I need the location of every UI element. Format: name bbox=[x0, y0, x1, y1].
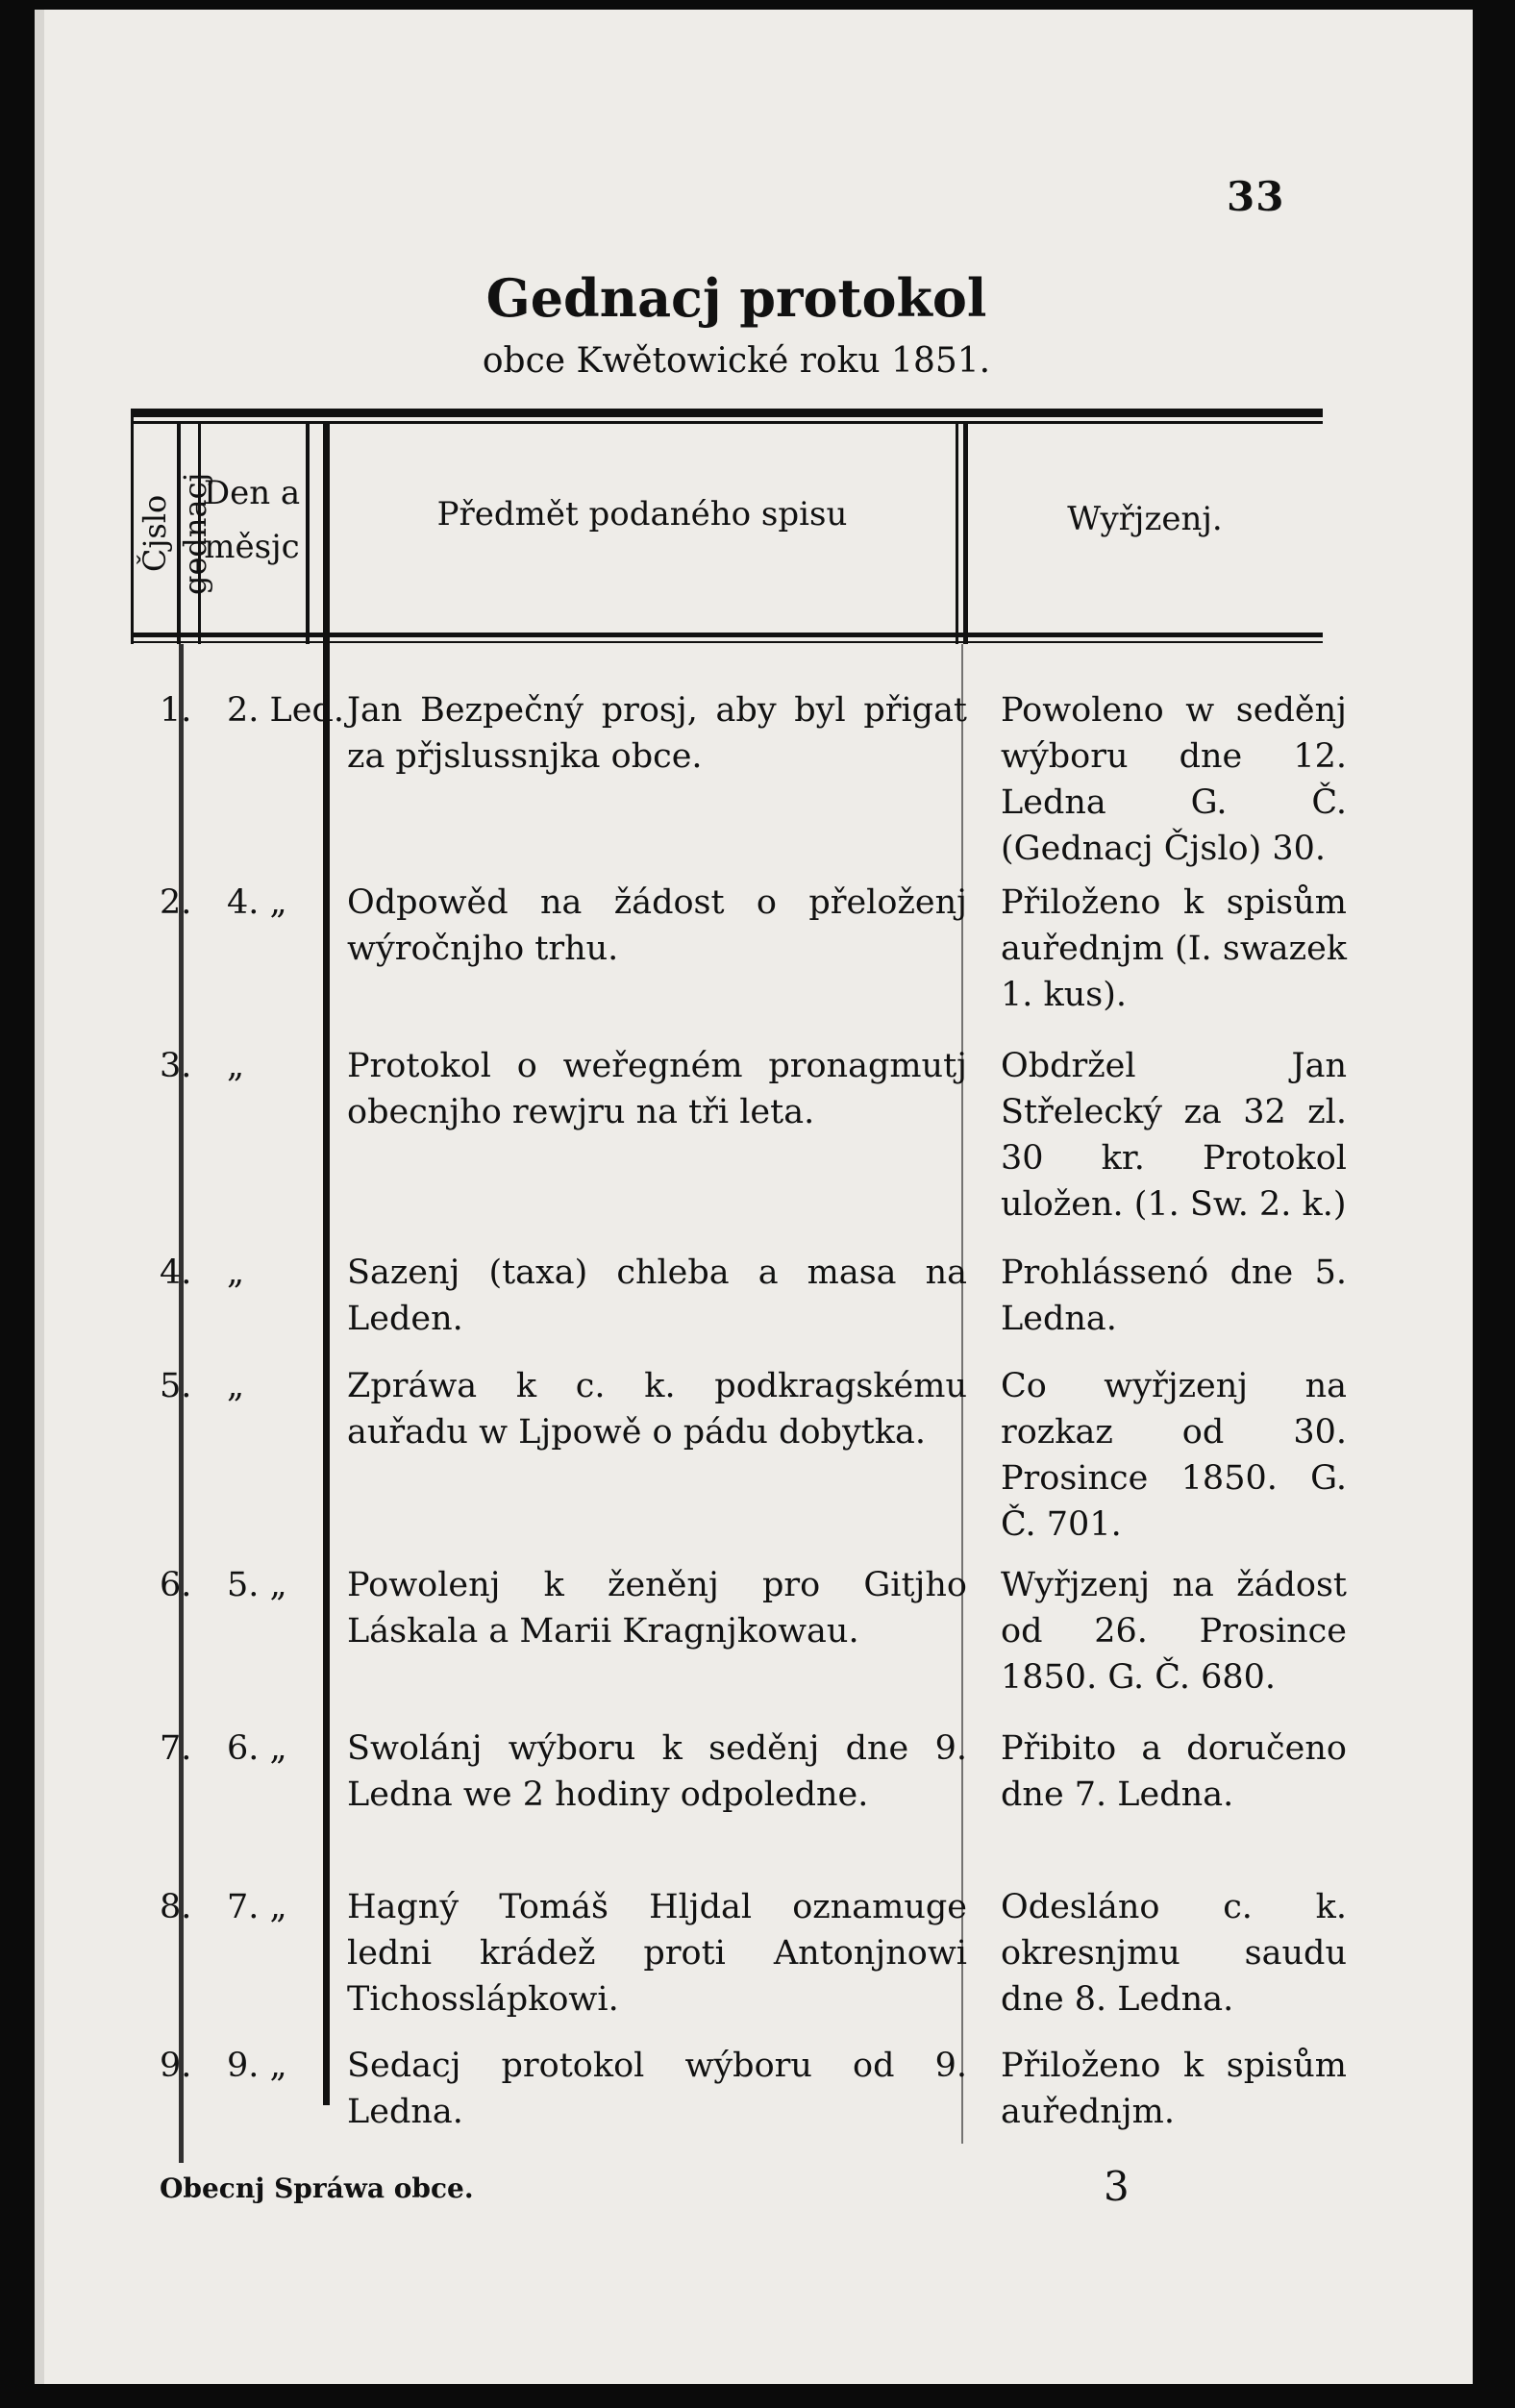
footer-note: Obecnj Spráwa obce. bbox=[160, 2172, 474, 2204]
row-number: 2. bbox=[160, 883, 192, 922]
row-number: 5. bbox=[160, 1367, 192, 1405]
row-subject: Odpowěd na žádost o přeloženj wýročnjho trhu. bbox=[347, 883, 967, 968]
row-number: 4. bbox=[160, 1254, 192, 1292]
row-subject: Sedacj protokol wýboru od 9. Ledna. bbox=[347, 2047, 967, 2131]
header-resolution: Wyřjzenj. bbox=[1067, 500, 1223, 538]
row-resolution: Přiloženo k spisům auřednjm. bbox=[1001, 2047, 1347, 2131]
row-subject: Zpráwa k c. k. podkragskému auřadu w Ljpowě o pádu dobytka. bbox=[347, 1367, 967, 1452]
row-subject: Powolenj k ženěnj pro Gitjho Láskala a Marii Kragnjkowau. bbox=[347, 1566, 967, 1651]
table-header-rule bbox=[131, 633, 1323, 637]
row-resolution: Co wyřjzenj na rozkaz od 30. Prosince 1850. G. Č. 701. bbox=[1001, 1367, 1347, 1544]
row-number: 7. bbox=[160, 1729, 192, 1768]
row-resolution: Obdržel Jan Střelecký za 32 zl. 30 kr. Protokol uložen. (1. Sw. 2. k.) bbox=[1001, 1047, 1347, 1224]
column-rule-date-right bbox=[306, 423, 310, 644]
row-number: 3. bbox=[160, 1047, 192, 1085]
row-subject: Protokol o weřegném pronagmutj obecnjho rewjru na tři leta. bbox=[347, 1047, 967, 1131]
row-resolution: Přibito a doručeno dne 7. Ledna. bbox=[1001, 1729, 1347, 1814]
row-subject: Swolánj wýboru k seděnj dne 9. Ledna we 2 hodiny odpoledne. bbox=[347, 1729, 967, 1814]
row-date: 6. „ bbox=[227, 1729, 287, 1768]
row-subject: Jan Bezpečný prosj, aby byl přigat za přjslussnjka obce. bbox=[347, 691, 967, 776]
row-subject: Sazenj (taxa) chleba a masa na Leden. bbox=[347, 1254, 967, 1338]
column-rule-resolution-left bbox=[956, 423, 958, 644]
header-date: Den a měsjc bbox=[203, 474, 301, 566]
page-number: 33 bbox=[1227, 173, 1285, 220]
row-date: 9. „ bbox=[227, 2047, 287, 2085]
table-top-rule-thin bbox=[131, 421, 1323, 424]
row-subject: Hagný Tomáš Hljdal oznamuge ledni krádež proti Antonjnowi Tichosslápkowi. bbox=[347, 1888, 967, 2019]
row-number: 8. bbox=[160, 1888, 192, 1926]
page-edge bbox=[35, 10, 44, 2384]
row-resolution: Přiloženo k spisům auřednjm (I. swazek 1. kus). bbox=[1001, 883, 1347, 1014]
table-header-rule-thin bbox=[131, 641, 1323, 643]
header-subject: Předmět podaného spisu bbox=[436, 495, 848, 534]
table-left-rule bbox=[131, 409, 134, 644]
row-date: 4. „ bbox=[227, 883, 287, 922]
table-top-rule bbox=[131, 409, 1323, 417]
row-number: 1. bbox=[160, 691, 192, 730]
page-subtitle: obce Kwětowické roku 1851. bbox=[482, 341, 991, 381]
document-page bbox=[35, 10, 1473, 2384]
row-date: „ bbox=[227, 1367, 245, 1405]
row-resolution: Prohlássenó dne 5. Ledna. bbox=[1001, 1254, 1347, 1338]
row-date: 5. „ bbox=[227, 1566, 287, 1604]
row-date: „ bbox=[227, 1047, 245, 1085]
row-date: „ bbox=[227, 1254, 245, 1292]
row-resolution: Powoleno w seděnj wýboru dne 12. Ledna G. Č. (Gednacj Čjslo) 30. bbox=[1001, 691, 1347, 868]
row-date: 7. „ bbox=[227, 1888, 287, 1926]
header-number: Čjslo gednacj bbox=[137, 472, 213, 595]
page-title: Gednacj protokol bbox=[485, 267, 987, 329]
row-resolution: Wyřjzenj na žádost od 26. Prosince 1850. G. Č. 680. bbox=[1001, 1566, 1347, 1697]
signature-mark: 3 bbox=[1104, 2163, 1130, 2210]
row-date: 2. Led. bbox=[227, 691, 345, 730]
row-number: 9. bbox=[160, 2047, 192, 2085]
row-resolution: Odesláno c. k. okresnjmu saudu dne 8. Ledna. bbox=[1001, 1888, 1347, 2019]
row-number: 6. bbox=[160, 1566, 192, 1604]
